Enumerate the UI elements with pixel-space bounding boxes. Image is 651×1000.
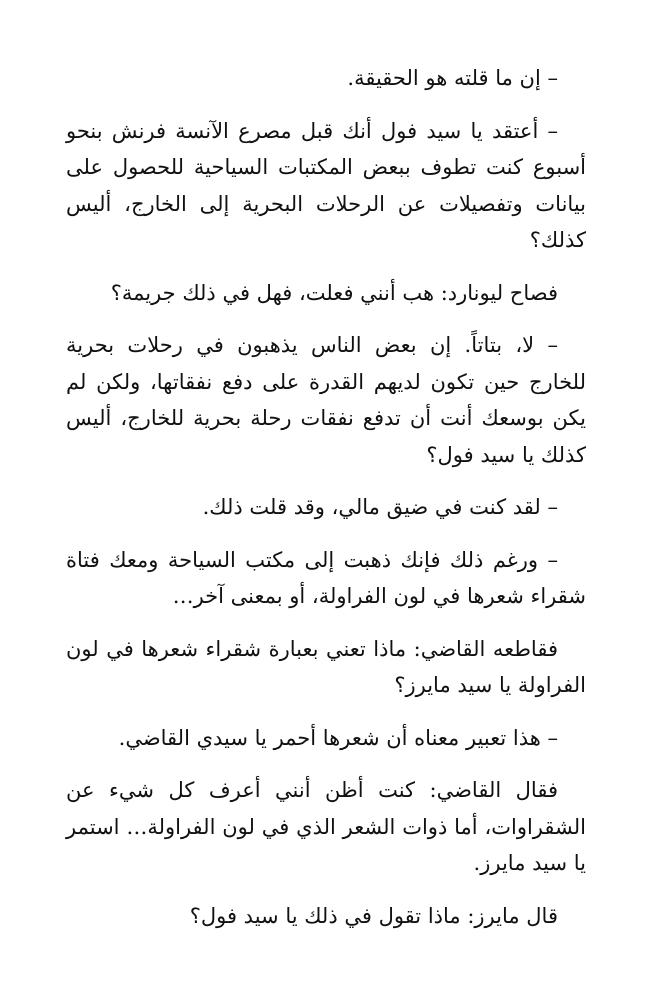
paragraph-7: فقاطعه القاضي: ماذا تعني بعبارة شقراء شعرها في لون الفراولة يا سيد مايرز؟ <box>66 636 586 697</box>
paragraph-9: فقال القاضي: كنت أظن أنني أعرف كل شيء عن الشقراوات، أما ذوات الشعر الذي في لون الفراولة… استمر يا سيد مايرز. <box>66 778 586 875</box>
book-page <box>66 60 586 950</box>
paragraph-8: – هذا تعبير معناه أن شعرها أحمر يا سيدي القاضي. <box>118 725 558 750</box>
paragraph-3: فصاح ليونارد: هب أنني فعلت، فهل في ذلك جريمة؟ <box>110 280 558 305</box>
paragraph-2: – أعتقد يا سيد فول أنك قبل مصرع الآنسة فرنش بنحو أسبوع كنت تطوف ببعض المكتبات السياحية للحصول على بيانات وتفصيلات عن الرحلات البحرية إلى الخارج، أليس كذلك؟ <box>66 118 586 252</box>
paragraph-6: – ورغم ذلك فإنك ذهبت إلى مكتب السياحة ومعك فتاة شقراء شعرها في لون الفراولة، أو بمعنى آخر… <box>66 547 586 608</box>
paragraph-1: – إن ما قلته هو الحقيقة. <box>347 66 558 90</box>
paragraph-5: – لقد كنت في ضيق مالي، وقد قلت ذلك. <box>202 495 558 519</box>
paragraph-10: قال مايرز: ماذا تقول في ذلك يا سيد فول؟ <box>189 903 558 928</box>
paragraph-4: – لا، بتاتاً. إن بعض الناس يذهبون في رحلات بحرية للخارج حين تكون لديهم القدرة على دفع نفقاتها، ولكن لم يكن بوسعك أنت أن تدفع نفقات رحلة بحرية للخارج، أليس كذلك يا سيد فول؟ <box>66 333 586 467</box>
